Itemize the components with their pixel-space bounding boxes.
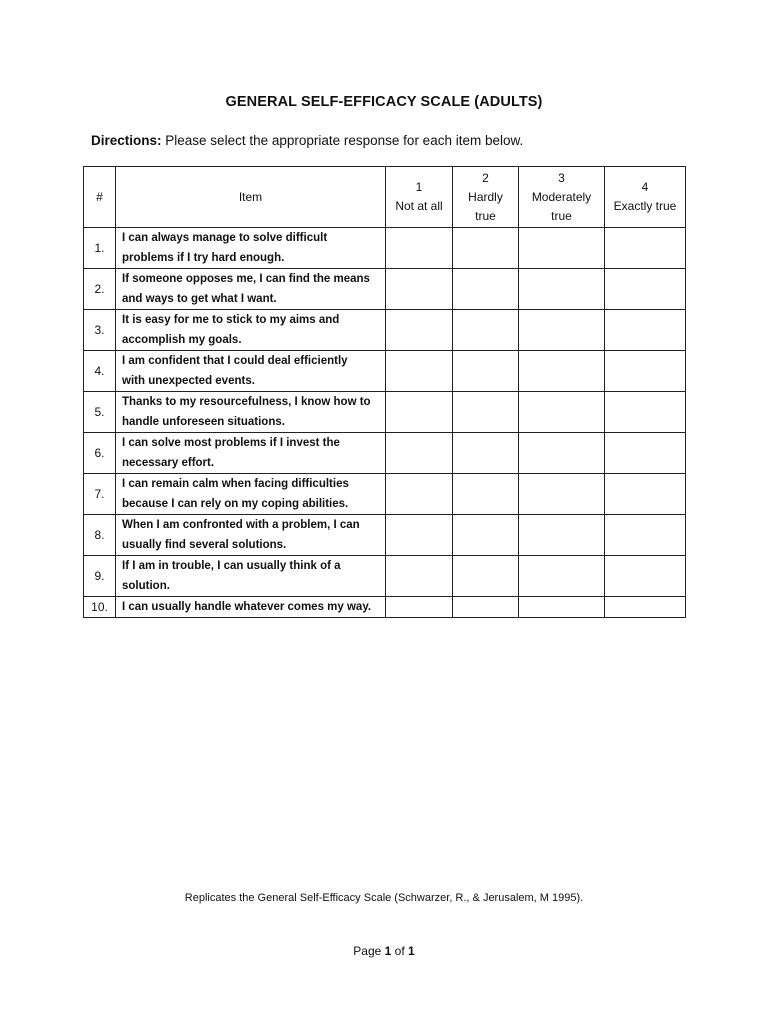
response-moderately-true-cell[interactable] [519,597,605,618]
table-row [84,474,686,515]
response-exactly-true-cell[interactable] [605,392,686,433]
directions-label: Directions: [91,133,162,148]
item-number: 7. [84,474,116,515]
response-hardly-true-cell[interactable] [453,556,519,597]
response-moderately-true-cell[interactable] [519,310,605,351]
response-hardly-true-cell[interactable] [453,392,519,433]
page-number [0,944,768,958]
header-row [84,167,686,228]
directions [91,133,523,148]
response-hardly-true-cell[interactable] [453,474,519,515]
item-text [116,515,386,556]
page-total: 1 [408,944,415,958]
header-col2-label-2: true [475,208,496,223]
response-hardly-true-cell[interactable] [453,269,519,310]
item-text-line: I am confident that I could deal efficiently [122,355,348,367]
directions-text: Please select the appropriate response for each item below. [165,133,524,148]
response-not-at-all-cell[interactable] [386,269,453,310]
response-hardly-true-cell[interactable] [453,351,519,392]
header-col2-label-1: Hardly [468,189,503,204]
header-not-at-all [386,167,453,228]
table-row [84,392,686,433]
response-not-at-all-cell[interactable] [386,351,453,392]
response-not-at-all-cell[interactable] [386,228,453,269]
item-text-line: Thanks to my resourcefulness, I know how to [122,396,371,408]
item-text-line: If I am in trouble, I can usually think of a [122,560,341,572]
response-exactly-true-cell[interactable] [605,433,686,474]
header-col3-label-2: true [551,208,572,223]
item-text-line: and ways to get what I want. [122,293,277,305]
item-number: 1. [84,228,116,269]
item-text-line: If someone opposes me, I can find the means [122,273,370,285]
response-moderately-true-cell[interactable] [519,228,605,269]
item-number: 8. [84,515,116,556]
response-moderately-true-cell[interactable] [519,269,605,310]
response-not-at-all-cell[interactable] [386,515,453,556]
response-exactly-true-cell[interactable] [605,556,686,597]
response-moderately-true-cell[interactable] [519,351,605,392]
response-not-at-all-cell[interactable] [386,433,453,474]
item-text-line: because I can rely on my coping abilities. [122,498,349,510]
item-number: 2. [84,269,116,310]
response-not-at-all-cell[interactable] [386,556,453,597]
response-hardly-true-cell[interactable] [453,228,519,269]
table-row [84,351,686,392]
response-hardly-true-cell[interactable] [453,310,519,351]
header-number: # [84,167,116,228]
item-text [116,310,386,351]
response-not-at-all-cell[interactable] [386,392,453,433]
item-text-line: I can solve most problems if I invest the [122,437,340,449]
response-moderately-true-cell[interactable] [519,433,605,474]
response-not-at-all-cell[interactable] [386,474,453,515]
item-text-line: handle unforeseen situations. [122,416,285,428]
item-number: 4. [84,351,116,392]
item-text [116,351,386,392]
response-hardly-true-cell[interactable] [453,597,519,618]
item-text-line: It is easy for me to stick to my aims and [122,314,340,326]
item-number: 10. [84,597,116,618]
table-row [84,269,686,310]
item-text-line: usually find several solutions. [122,539,287,551]
item-text [116,269,386,310]
item-text-line: with unexpected events. [122,375,255,387]
header-col4-label: Exactly true [613,199,677,213]
response-moderately-true-cell[interactable] [519,515,605,556]
page-of: of [394,944,405,958]
header-hardly-true [453,167,519,228]
item-text [116,597,386,618]
item-number: 3. [84,310,116,351]
response-exactly-true-cell[interactable] [605,474,686,515]
response-hardly-true-cell[interactable] [453,433,519,474]
page-word: Page [353,944,382,958]
self-efficacy-table [83,166,686,618]
item-text [116,433,386,474]
response-moderately-true-cell[interactable] [519,474,605,515]
response-moderately-true-cell[interactable] [519,556,605,597]
item-number: 9. [84,556,116,597]
header-col2-num: 2 [482,170,489,185]
item-text-line: necessary effort. [122,457,215,469]
item-text-line: solution. [122,580,170,592]
item-text [116,228,386,269]
page-current: 1 [384,944,392,958]
item-text-line: accomplish my goals. [122,334,242,346]
response-exactly-true-cell[interactable] [605,269,686,310]
table-row [84,597,686,618]
item-text-line: I can always manage to solve difficult [122,232,328,244]
table-row [84,433,686,474]
response-exactly-true-cell[interactable] [605,310,686,351]
table-row [84,228,686,269]
item-number: 6. [84,433,116,474]
item-text-line: problems if I try hard enough. [122,252,285,264]
item-text [116,556,386,597]
citation-note: Replicates the General Self-Efficacy Scale (Schwarzer, R., & Jerusalem, M 1995). [184,892,584,904]
response-hardly-true-cell[interactable] [453,515,519,556]
table-row [84,556,686,597]
table-row [84,310,686,351]
response-exactly-true-cell[interactable] [605,597,686,618]
item-text [116,392,386,433]
response-not-at-all-cell[interactable] [386,597,453,618]
response-moderately-true-cell[interactable] [519,392,605,433]
header-col3-num: 3 [558,170,565,185]
response-not-at-all-cell[interactable] [386,310,453,351]
item-text-line: I can remain calm when facing difficulties [122,478,349,490]
item-text [116,474,386,515]
page-title: GENERAL SELF-EFFICACY SCALE (ADULTS) [225,94,543,110]
header-item: Item [116,167,386,228]
item-text-line: When I am confronted with a problem, I can [122,519,360,531]
header-col4-num: 4 [641,180,649,194]
response-exactly-true-cell[interactable] [605,351,686,392]
item-number: 5. [84,392,116,433]
response-exactly-true-cell[interactable] [605,228,686,269]
header-exactly-true [605,167,686,228]
header-moderately-true [519,167,605,228]
item-text-line: I can usually handle whatever comes my way. [122,601,372,613]
response-exactly-true-cell[interactable] [605,515,686,556]
header-col1-label: Not at all [395,199,443,213]
header-col1-num: 1 [415,180,423,194]
table-row [84,515,686,556]
header-col3-label-1: Moderately [531,189,592,204]
